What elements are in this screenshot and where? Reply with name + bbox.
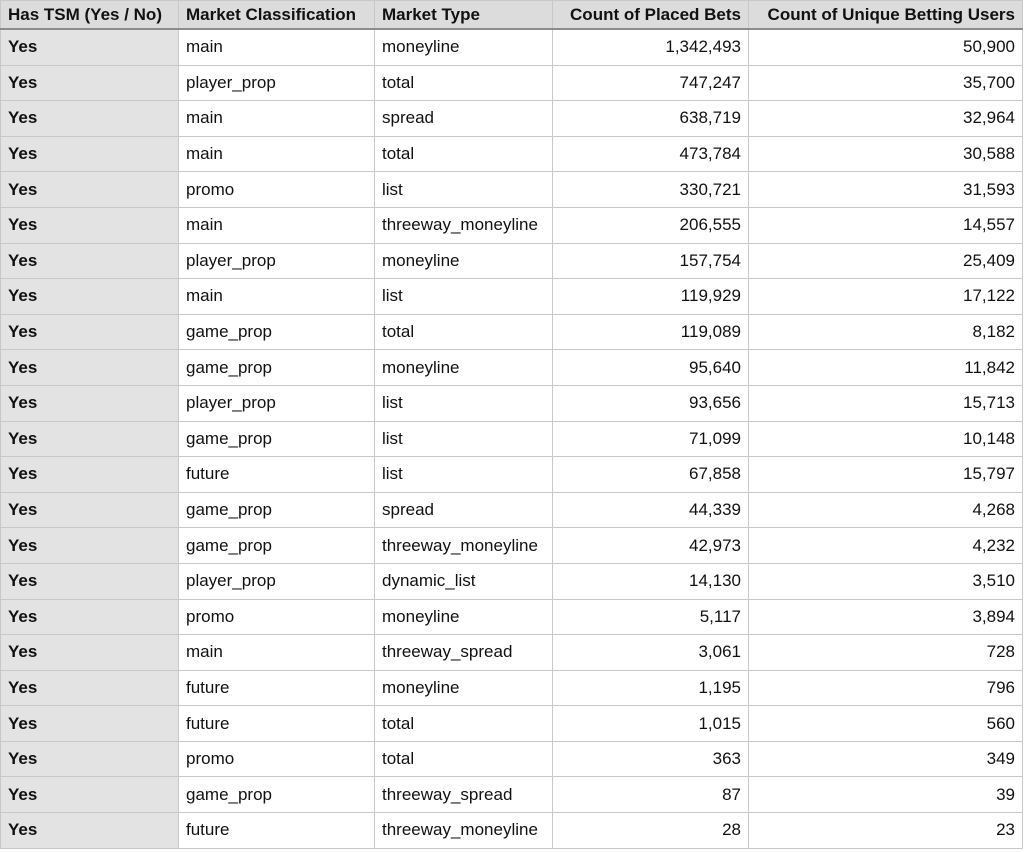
has-tsm-cell[interactable]: Yes [1,670,179,706]
unique-users-cell[interactable]: 32,964 [749,101,1023,137]
table-row [1,813,1023,849]
market-classification-cell[interactable]: game_prop [179,421,375,457]
has-tsm-cell[interactable]: Yes [1,314,179,350]
table-row [1,207,1023,243]
market-type-cell[interactable]: moneyline [375,243,553,279]
unique-users-cell[interactable]: 30,588 [749,136,1023,172]
has-tsm-cell[interactable]: Yes [1,741,179,777]
market-type-cell[interactable]: threeway_moneyline [375,207,553,243]
placed-bets-cell[interactable]: 1,342,493 [553,29,749,65]
has-tsm-cell[interactable]: Yes [1,243,179,279]
market-classification-cell[interactable]: future [179,457,375,493]
market-type-cell[interactable]: total [375,136,553,172]
has-tsm-cell[interactable]: Yes [1,457,179,493]
placed-bets-cell[interactable]: 14,130 [553,563,749,599]
has-tsm-cell[interactable]: Yes [1,207,179,243]
unique-users-cell[interactable]: 11,842 [749,350,1023,386]
table-row [1,314,1023,350]
market-classification-cell[interactable]: game_prop [179,350,375,386]
market-type-cell[interactable]: moneyline [375,599,553,635]
table-row [1,243,1023,279]
has-tsm-cell[interactable]: Yes [1,101,179,137]
placed-bets-cell[interactable]: 330,721 [553,172,749,208]
market-classification-cell[interactable]: game_prop [179,528,375,564]
market-classification-cell[interactable]: game_prop [179,777,375,813]
has-tsm-cell[interactable]: Yes [1,635,179,671]
unique-users-cell[interactable]: 3,510 [749,563,1023,599]
has-tsm-cell[interactable]: Yes [1,172,179,208]
unique-users-cell[interactable]: 3,894 [749,599,1023,635]
market-type-cell[interactable]: spread [375,492,553,528]
has-tsm-cell[interactable]: Yes [1,563,179,599]
market-type-cell[interactable]: threeway_moneyline [375,813,553,849]
market-classification-cell[interactable]: promo [179,599,375,635]
unique-users-cell[interactable]: 39 [749,777,1023,813]
market-classification-cell[interactable]: main [179,136,375,172]
market-classification-cell[interactable]: player_prop [179,65,375,101]
market-classification-cell[interactable]: future [179,813,375,849]
market-type-cell[interactable]: list [375,457,553,493]
market-classification-cell[interactable]: player_prop [179,563,375,599]
has-tsm-cell[interactable]: Yes [1,65,179,101]
table-row [1,172,1023,208]
table-row [1,741,1023,777]
unique-users-cell[interactable]: 349 [749,741,1023,777]
placed-bets-cell[interactable]: 71,099 [553,421,749,457]
placed-bets-cell[interactable]: 28 [553,813,749,849]
header-count-unique-users[interactable]: Count of Unique Betting Users [749,1,1023,30]
market-type-cell[interactable]: list [375,385,553,421]
market-type-cell[interactable]: moneyline [375,670,553,706]
header-market-classification[interactable]: Market Classification [179,1,375,30]
table-row [1,635,1023,671]
unique-users-cell[interactable]: 15,797 [749,457,1023,493]
market-type-cell[interactable]: list [375,172,553,208]
placed-bets-cell[interactable]: 42,973 [553,528,749,564]
placed-bets-cell[interactable]: 5,117 [553,599,749,635]
unique-users-cell[interactable]: 8,182 [749,314,1023,350]
placed-bets-cell[interactable]: 206,555 [553,207,749,243]
table-row [1,279,1023,315]
placed-bets-cell[interactable]: 93,656 [553,385,749,421]
table-row [1,528,1023,564]
market-type-cell[interactable]: moneyline [375,350,553,386]
table-row [1,563,1023,599]
market-classification-cell[interactable]: promo [179,172,375,208]
market-classification-cell[interactable]: game_prop [179,492,375,528]
table-row [1,706,1023,742]
table-row [1,670,1023,706]
placed-bets-cell[interactable]: 119,929 [553,279,749,315]
unique-users-cell[interactable]: 17,122 [749,279,1023,315]
unique-users-cell[interactable]: 560 [749,706,1023,742]
market-classification-cell[interactable]: player_prop [179,243,375,279]
placed-bets-cell[interactable]: 747,247 [553,65,749,101]
market-classification-cell[interactable]: future [179,706,375,742]
placed-bets-cell[interactable]: 87 [553,777,749,813]
unique-users-cell[interactable]: 10,148 [749,421,1023,457]
market-type-cell[interactable]: dynamic_list [375,563,553,599]
table-row [1,136,1023,172]
has-tsm-cell[interactable]: Yes [1,279,179,315]
market-classification-cell[interactable]: game_prop [179,314,375,350]
market-classification-cell[interactable]: player_prop [179,385,375,421]
placed-bets-cell[interactable]: 3,061 [553,635,749,671]
table-row [1,599,1023,635]
unique-users-cell[interactable]: 31,593 [749,172,1023,208]
market-type-cell[interactable]: threeway_spread [375,635,553,671]
market-type-cell[interactable]: total [375,741,553,777]
has-tsm-cell[interactable]: Yes [1,136,179,172]
market-type-cell[interactable]: total [375,314,553,350]
header-row [1,1,1023,30]
unique-users-cell[interactable]: 4,268 [749,492,1023,528]
unique-users-cell[interactable]: 728 [749,635,1023,671]
table-row [1,350,1023,386]
placed-bets-cell[interactable]: 363 [553,741,749,777]
unique-users-cell[interactable]: 4,232 [749,528,1023,564]
header-has-tsm[interactable]: Has TSM (Yes / No) [1,1,179,30]
unique-users-cell[interactable]: 15,713 [749,385,1023,421]
table-row [1,65,1023,101]
unique-users-cell[interactable]: 50,900 [749,29,1023,65]
has-tsm-cell[interactable]: Yes [1,385,179,421]
unique-users-cell[interactable]: 35,700 [749,65,1023,101]
placed-bets-cell[interactable]: 638,719 [553,101,749,137]
placed-bets-cell[interactable]: 44,339 [553,492,749,528]
has-tsm-cell[interactable]: Yes [1,492,179,528]
unique-users-cell[interactable]: 23 [749,813,1023,849]
market-classification-cell[interactable]: main [179,279,375,315]
market-classification-cell[interactable]: main [179,635,375,671]
placed-bets-cell[interactable]: 473,784 [553,136,749,172]
market-type-cell[interactable]: total [375,706,553,742]
has-tsm-cell[interactable]: Yes [1,777,179,813]
placed-bets-cell[interactable]: 67,858 [553,457,749,493]
has-tsm-cell[interactable]: Yes [1,29,179,65]
placed-bets-cell[interactable]: 95,640 [553,350,749,386]
table-row [1,457,1023,493]
table-row [1,101,1023,137]
market-classification-cell[interactable]: main [179,101,375,137]
market-type-cell[interactable]: threeway_moneyline [375,528,553,564]
table-row [1,29,1023,65]
table-row [1,421,1023,457]
unique-users-cell[interactable]: 25,409 [749,243,1023,279]
has-tsm-cell[interactable]: Yes [1,528,179,564]
unique-users-cell[interactable]: 14,557 [749,207,1023,243]
market-type-cell[interactable]: list [375,279,553,315]
market-classification-cell[interactable]: main [179,207,375,243]
unique-users-cell[interactable]: 796 [749,670,1023,706]
header-count-placed-bets[interactable]: Count of Placed Bets [553,1,749,30]
market-type-cell[interactable]: moneyline [375,29,553,65]
placed-bets-cell[interactable]: 119,089 [553,314,749,350]
header-market-type[interactable]: Market Type [375,1,553,30]
market-type-cell[interactable]: total [375,65,553,101]
placed-bets-cell[interactable]: 1,195 [553,670,749,706]
market-classification-cell[interactable]: promo [179,741,375,777]
has-tsm-cell[interactable]: Yes [1,350,179,386]
market-type-cell[interactable]: threeway_spread [375,777,553,813]
market-type-cell[interactable]: spread [375,101,553,137]
placed-bets-cell[interactable]: 157,754 [553,243,749,279]
has-tsm-cell[interactable]: Yes [1,813,179,849]
has-tsm-cell[interactable]: Yes [1,706,179,742]
table-row [1,385,1023,421]
table-row [1,777,1023,813]
market-type-cell[interactable]: list [375,421,553,457]
market-classification-cell[interactable]: main [179,29,375,65]
has-tsm-cell[interactable]: Yes [1,421,179,457]
table-row [1,492,1023,528]
has-tsm-cell[interactable]: Yes [1,599,179,635]
market-classification-cell[interactable]: future [179,670,375,706]
placed-bets-cell[interactable]: 1,015 [553,706,749,742]
